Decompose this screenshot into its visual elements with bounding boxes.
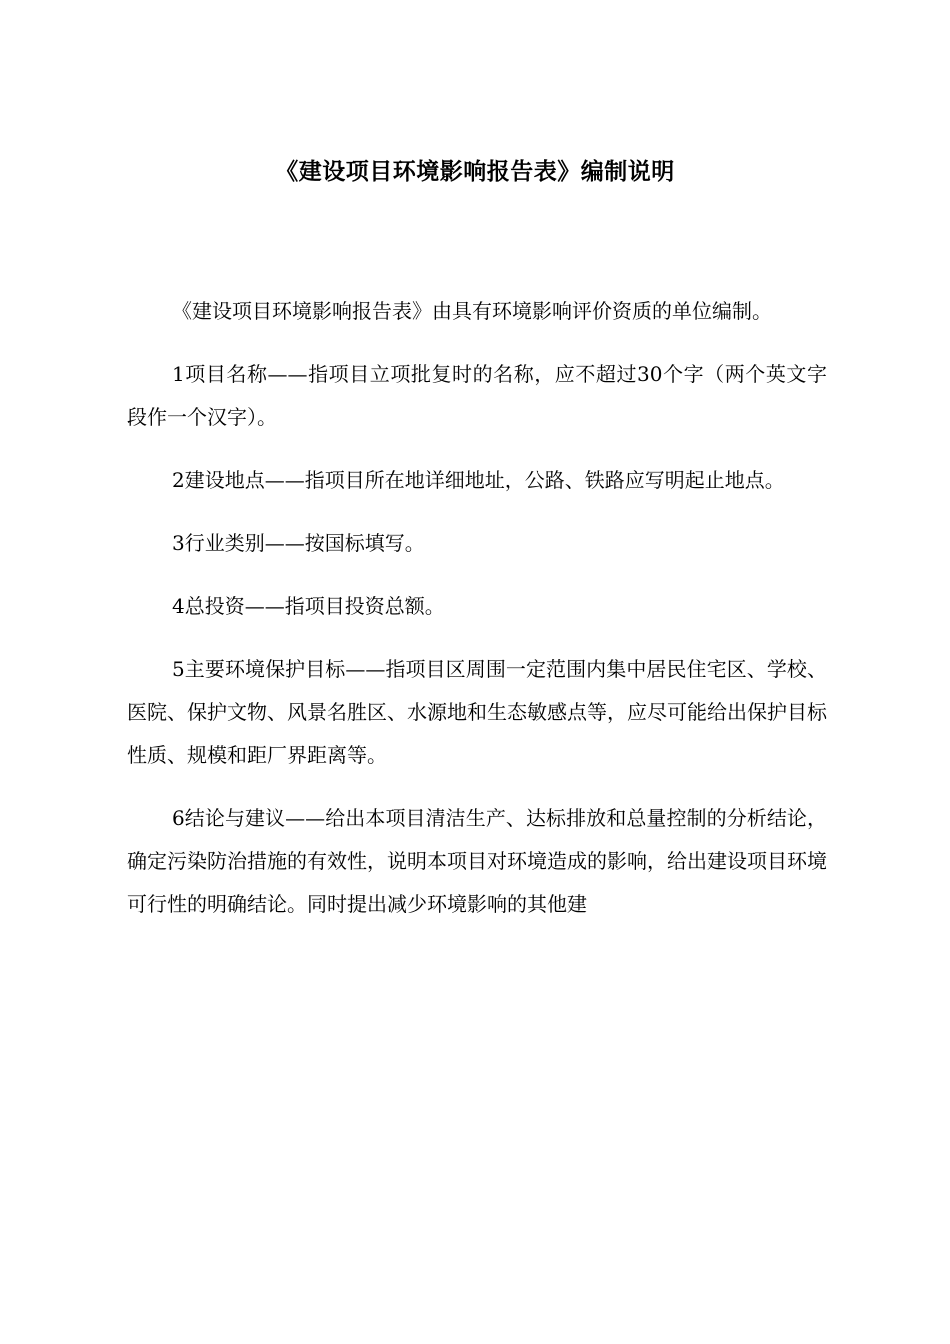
document-body xyxy=(127,290,827,946)
paragraph-location: 2建设地点——指项目所在地详细地址，公路、铁路应写明起止地点。 xyxy=(172,468,785,492)
paragraph-industry: 3行业类别——按国标填写。 xyxy=(172,531,425,555)
paragraph-protection-targets: 5主要环境保护目标——指项目区周围一定范围内集中居民住宅区、学校、医院、保护文物、风景名胜区、水源地和生态敏感点等，应尽可能给出保护目标性质、规模和距厂界距离等。 xyxy=(127,657,827,767)
paragraph-conclusion: 6结论与建议——给出本项目清洁生产、达标排放和总量控制的分析结论，确定污染防治措施的有效性，说明本项目对环境造成的影响，给出建设项目环境可行性的明确结论。同时提出减少环境影响的其他建 xyxy=(127,806,827,916)
paragraph-investment: 4总投资——指项目投资总额。 xyxy=(172,594,445,618)
paragraph-intro: 《建设项目环境影响报告表》由具有环境影响评价资质的单位编制。 xyxy=(172,299,772,323)
paragraph-project-name: 1项目名称——指项目立项批复时的名称，应不超过30个字（两个英文字段作一个汉字）。 xyxy=(127,362,827,429)
document-title: 《建设项目环境影响报告表》编制说明 xyxy=(275,159,675,185)
